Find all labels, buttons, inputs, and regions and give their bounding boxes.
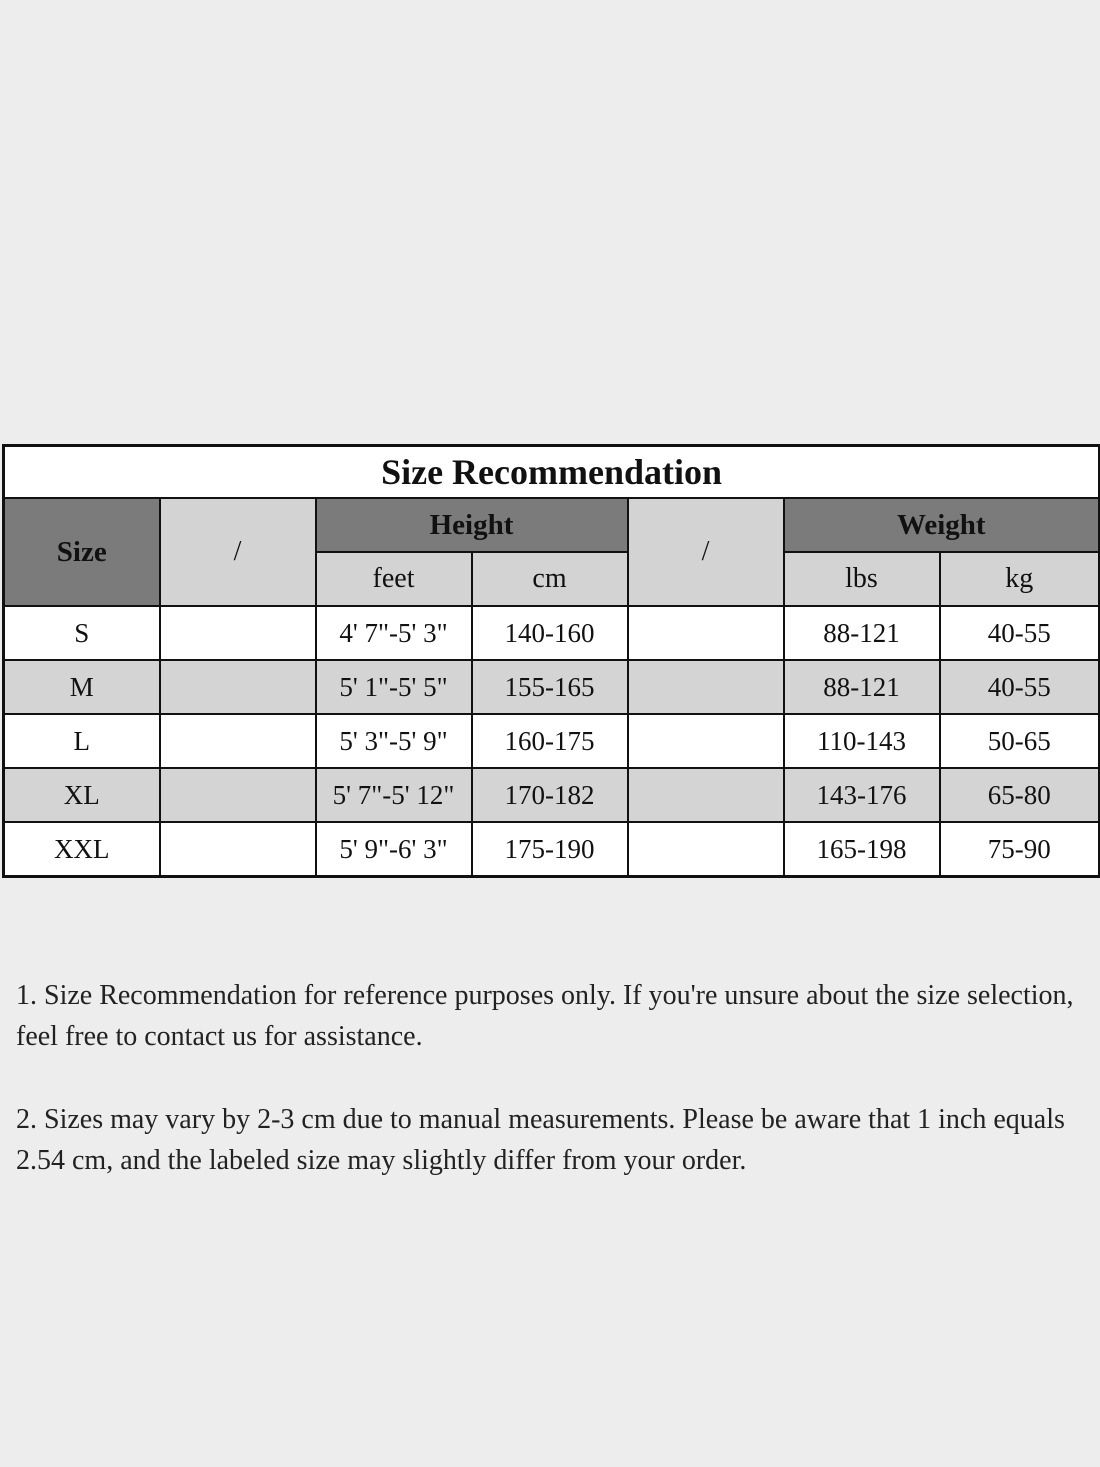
note-paragraph: 1. Size Recommendation for reference purposes only. If you're unsure about the size selection, feel free to contact us for assistance. [16, 980, 1074, 1052]
blank-cell [628, 714, 784, 768]
feet-cell: 4' 7"-5' 3" [316, 606, 472, 660]
size-cell: S [4, 606, 160, 660]
cm-cell: 175-190 [472, 822, 628, 877]
kg-column-header: kg [940, 552, 1100, 606]
lbs-cell: 143-176 [784, 768, 940, 822]
size-cell: XXL [4, 822, 160, 877]
cm-cell: 155-165 [472, 660, 628, 714]
lbs-cell: 88-121 [784, 606, 940, 660]
separator-column-header: / [160, 498, 316, 606]
weight-group-header: Weight [784, 498, 1100, 552]
blank-cell [628, 660, 784, 714]
feet-cell: 5' 7"-5' 12" [316, 768, 472, 822]
kg-cell: 65-80 [940, 768, 1100, 822]
cm-cell: 170-182 [472, 768, 628, 822]
blank-cell [160, 768, 316, 822]
table-title: Size Recommendation [4, 446, 1100, 499]
note-paragraph: 2. Sizes may vary by 2-3 cm due to manual measurements. Please be aware that 1 inch equals 2.54 cm, and the labeled size may slightly differ from your order. [16, 1104, 1065, 1176]
table-row [4, 660, 1100, 714]
size-chart [2, 444, 1098, 878]
table-row [4, 822, 1100, 877]
size-column-header: Size [4, 498, 160, 606]
kg-cell: 75-90 [940, 822, 1100, 877]
lbs-column-header: lbs [784, 552, 940, 606]
table-row [4, 714, 1100, 768]
blank-cell [628, 606, 784, 660]
blank-cell [160, 714, 316, 768]
size-cell: L [4, 714, 160, 768]
height-group-header: Height [316, 498, 628, 552]
feet-cell: 5' 3"-5' 9" [316, 714, 472, 768]
feet-cell: 5' 1"-5' 5" [316, 660, 472, 714]
lbs-cell: 165-198 [784, 822, 940, 877]
cm-cell: 160-175 [472, 714, 628, 768]
blank-cell [160, 606, 316, 660]
table-row [4, 768, 1100, 822]
size-cell: M [4, 660, 160, 714]
feet-cell: 5' 9"-6' 3" [316, 822, 472, 877]
lbs-cell: 110-143 [784, 714, 940, 768]
feet-column-header: feet [316, 552, 472, 606]
separator-column-header: / [628, 498, 784, 606]
blank-cell [160, 822, 316, 877]
lbs-cell: 88-121 [784, 660, 940, 714]
size-notes [16, 975, 1086, 1223]
blank-cell [628, 822, 784, 877]
cm-column-header: cm [472, 552, 628, 606]
blank-cell [160, 660, 316, 714]
size-cell: XL [4, 768, 160, 822]
size-recommendation-table [2, 444, 1100, 878]
kg-cell: 50-65 [940, 714, 1100, 768]
cm-cell: 140-160 [472, 606, 628, 660]
table-row [4, 606, 1100, 660]
blank-cell [628, 768, 784, 822]
kg-cell: 40-55 [940, 606, 1100, 660]
kg-cell: 40-55 [940, 660, 1100, 714]
